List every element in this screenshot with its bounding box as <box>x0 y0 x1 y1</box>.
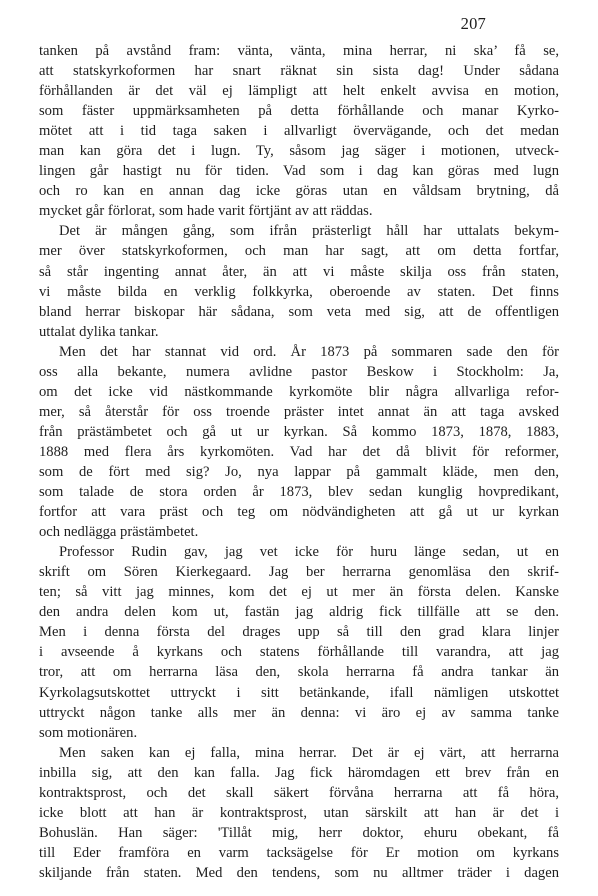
text-line: som talade de stora orden år 1873, blev sedan kunglig hovpredikant, <box>39 484 559 501</box>
text-line: i avseende å kyrkans och statens förhållande till varandra, att jag <box>39 644 559 661</box>
text-line: så står ingenting annat åter, än att vi måste skilja oss från staten, <box>39 263 559 280</box>
text-line: mer, så återstår för oss troende präster intet annat än att taga avsked <box>39 403 559 420</box>
text-line: om det icke vid nästkommande kyrkomöte blir några allvarliga refor- <box>39 383 559 400</box>
text-line: ten; så vitt jag minnes, kom det ej ut mer än första delen. Kanske <box>39 584 559 601</box>
text-line: mycket går förlorat, som hade varit förtjänt av att räddas. <box>39 203 373 220</box>
text-line: Professor Rudin gav, jag vet icke för huru länge sedan, ut en <box>59 544 559 561</box>
text-line: oss alla bekante, numera avlidne pastor Beskow i Stockholm: Ja, <box>39 363 559 380</box>
text-line: och ro kan en annan dag icke göras utan en våldsam brytning, då <box>39 183 559 200</box>
text-line: skrift om Sören Kierkegaard. Jag ber herrarna genomläsa den skrif- <box>39 564 559 581</box>
text-line: mer över statskyrkoformen, och man har sagt, att om detta fortfar, <box>39 243 559 260</box>
text-line: och nedlägga prästämbetet. <box>39 524 199 541</box>
text-line: som de fört med sig? Jo, nya lappar på gammalt kläde, men den, <box>39 463 559 480</box>
page-number: 207 <box>460 14 486 33</box>
text-line: man kan göra det i lugn. Ty, såsom jag säger i motionen, utveck- <box>39 143 559 160</box>
text-line: som fäster uppmärksamheten på detta förhållande och manar Kyrko- <box>39 103 559 120</box>
text-line: fortfor att vara präst och teg om nödvändigheten att gå ut ur kyrkan <box>39 504 559 521</box>
text-line: att statskyrkoformen har snart räknat sin sista dag! Under sådana <box>39 63 559 80</box>
text-line: Men det har stannat vid ord. År 1873 på sommaren sade den för <box>59 343 559 360</box>
text-line: Men saken kan ej falla, mina herrar. Det är ej värt, att herrarna <box>59 744 559 761</box>
text-line: från prästämbetet och gå ut ur kyrkan. Så kommo 1873, 1878, 1883, <box>39 423 559 440</box>
text-line: till Eder framföra en varm tacksägelse för Er motion om kyrkans <box>39 844 559 861</box>
body-text <box>39 41 559 883</box>
text-line: tror, att om herrarna läsa den, skola herrarna få andra tankar än <box>39 664 559 681</box>
text-line: Det är mången gång, som ifrån prästerligt håll har uttalats bekym- <box>59 223 559 240</box>
text-line: mötet att i tid taga saken i allvarligt övervägande, och det medan <box>39 123 559 140</box>
text-line: uttalat dylika tankar. <box>39 323 159 340</box>
text-line: uttryckt någon tanke alls mer än denna: vi äro ej av samma tanke <box>39 704 559 721</box>
text-line: Men i denna första del drages upp så till den grad klara linjer <box>39 624 559 641</box>
text-line: vi måste bilda en verklig folkkyrka, oberoende av staten. Det finns <box>39 283 559 300</box>
text-line: inbilla sig, att den kan falla. Jag fick häromdagen ett brev från en <box>39 764 559 781</box>
text-line: icke blott att han är kontraktsprost, utan särskilt att han är det i <box>39 804 559 821</box>
text-line: som motionären. <box>39 724 138 741</box>
text-line: Kyrkolagsutskottet uttryckt i sitt betänkande, ifall nämligen utskottet <box>39 684 559 701</box>
text-line: 1888 med flera års kyrkomöten. Vad har det då blivit för reformer, <box>39 443 559 460</box>
text-line: lingen går hastigt nu för tiden. Vad som i dag kan göras med lugn <box>39 163 559 180</box>
text-line: den andra delen kom ut, fastän jag aldrig fick tillfälle att se den. <box>39 604 559 621</box>
text-line: förhållanden är det väl ej lämpligt att helt enkelt avvisa en motion, <box>39 83 559 100</box>
text-line: kontraktsprost, och det skall säkert förvåna herrarna att få höra, <box>39 784 559 801</box>
text-line: tanken på avstånd fram: vänta, vänta, mina herrar, ni ska’ få se, <box>39 43 559 59</box>
text-line: bland herrar biskopar här sådana, som veta med sig, att de offentligen <box>39 303 559 320</box>
text-line: skiljande från staten. Med den tendens, som nu alltmer träder i dagen <box>39 864 559 881</box>
text-line: Bohuslän. Han säger: 'Tillåt mig, herr doktor, ehuru obekant, få <box>39 824 559 841</box>
